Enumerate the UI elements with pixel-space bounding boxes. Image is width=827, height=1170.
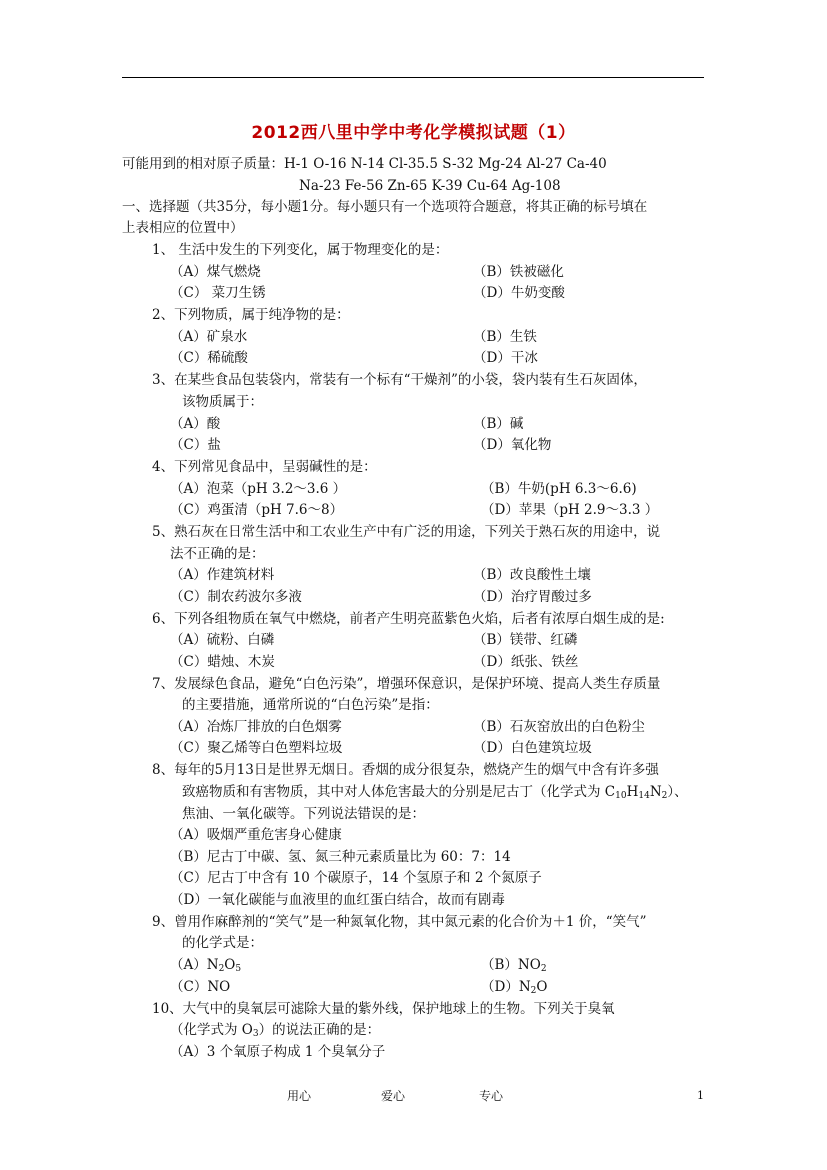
q8-stem-line-2: 致癌物质和有害物质，其中对人体危害最大的分别是尼古丁（化学式为 $C_{10}H_{14}N_2$）、 — [182, 784, 688, 801]
q7-option-c: （C）聚乙烯等白色塑料垃圾 — [170, 740, 343, 756]
q7-stem-line-1: 7、发展绿色食品，避免“白色污染”，增强环保意识，是保护环境、提高人类生存质量 — [152, 676, 661, 692]
q8-option-b: （B）尼古丁中碳、氢、氮三种元素质量比为 60：7：14 — [170, 849, 511, 865]
q5-option-b: （B）改良酸性土壤 — [473, 567, 591, 583]
q1-option-c: （C） 菜刀生锈 — [170, 285, 266, 301]
q3-stem-line-2: 该物质属于： — [182, 394, 263, 410]
q9-option-d: $(D)N_2O$ — [481, 979, 548, 996]
q3-stem-line-1: 3、在某些食品包装袋内，常装有一个标有“干燥剂”的小袋，袋内装有生石灰固体， — [152, 372, 647, 388]
atomic-masses-line-2: Na-23 Fe-56 Zn-65 K-39 Cu-64 Ag-108 — [299, 178, 561, 194]
q10-stem-line-2: （化学式为 $O_3$）的说法正确的是： — [170, 1022, 381, 1039]
q4-option-d: （D）苹果（pH 2.9～3.3 ） — [481, 502, 659, 518]
q2-option-b: （B）生铁 — [473, 329, 537, 345]
footer-motto-1: 用心 — [287, 1089, 312, 1103]
q9-option-c: （C）NO — [170, 979, 231, 995]
q6-option-a: （A）硫粉、白磷 — [170, 632, 275, 648]
header-rule — [122, 77, 704, 78]
q4-option-a: （A）泡菜（pH 3.2～3.6 ） — [170, 481, 347, 497]
q9-option-a: $(A)N_2O_5$ — [170, 957, 242, 974]
q8-option-a: （A）吸烟严重危害身心健康 — [170, 827, 342, 843]
q7-option-b: （B）石灰窑放出的白色粉尘 — [473, 719, 645, 735]
q5-option-c: （C）制农药波尔多液 — [170, 589, 302, 605]
q6-stem: 6、下列各组物质在氧气中燃烧，前者产生明亮蓝紫色火焰，后者有浓厚白烟生成的是: — [152, 611, 665, 627]
q7-option-a: （A）冶炼厂排放的白色烟雾 — [170, 719, 342, 735]
q6-option-c: （C）蜡烛、木炭 — [170, 654, 275, 670]
footer-motto-2: 爱心 — [381, 1089, 406, 1103]
q3-option-c: （C）盐 — [170, 437, 221, 453]
q8-stem-line-1: 8、每年的5月13日是世界无烟日。香烟的成分很复杂，燃烧产生的烟气中含有许多强 — [152, 762, 659, 778]
q4-option-b: （B）牛奶(pH 6.3～6.6) — [481, 481, 637, 497]
q8-option-d: （D）一氧化碳能与血液里的血红蛋白结合，故而有剧毒 — [170, 892, 505, 908]
q8-stem-line-3: 焦油、一氧化碳等。下列说法错误的是： — [182, 806, 425, 822]
q2-option-c: （C）稀硫酸 — [170, 350, 248, 366]
q5-stem-line-1: 5、熟石灰在日常生活中和工农业生产中有广泛的用途，下列关于熟石灰的用途中，说 — [152, 524, 661, 540]
q2-option-a: （A）矿泉水 — [170, 329, 248, 345]
q3-option-d: （D）氧化物 — [473, 437, 552, 453]
section-heading-line-1: 一、选择题（共35分，每小题1分。每小题只有一个选项符合题意，将其正确的标号填在 — [122, 199, 648, 215]
q5-option-d: （D）治疗胃酸过多 — [473, 589, 592, 605]
q3-option-b: （B）碱 — [473, 416, 524, 432]
q4-option-c: （C）鸡蛋清（pH 7.6～8） — [170, 502, 344, 518]
q9-stem-line-1: 9、曾用作麻醉剂的“笑气”是一种氮氧化物，其中氮元素的化合价为＋1 价，“笑气” — [152, 914, 647, 930]
atomic-masses-line-1: 可能用到的相对原子质量：H-1 O-16 N-14 Cl-35.5 S-32 Mg-24 Al-27 Ca-40 — [122, 156, 607, 172]
q9-option-b: $(B)NO_2$ — [481, 957, 547, 974]
q2-stem: 2、下列物质，属于纯净物的是： — [152, 307, 350, 323]
footer-motto-3: 专心 — [479, 1089, 504, 1103]
page-number: 1 — [697, 1089, 704, 1102]
q6-option-b: （B）镁带、红磷 — [473, 632, 578, 648]
page-title: 2012西八里中学中考化学模拟试题（1） — [251, 123, 576, 143]
q4-stem: 4、下列常见食品中，呈弱碱性的是： — [152, 459, 377, 475]
q6-option-d: （D）纸张、铁丝 — [473, 654, 579, 670]
q1-option-b: （B）铁被磁化 — [473, 264, 564, 280]
q1-option-d: （D）牛奶变酸 — [473, 285, 565, 301]
q1-option-a: （A）煤气燃烧 — [170, 264, 261, 280]
q9-stem-line-2: 的化学式是： — [182, 935, 263, 951]
q10-stem-line-1: 10、大气中的臭氧层可滤除大量的紫外线，保护地球上的生物。下列关于臭氧 — [152, 1001, 615, 1017]
q5-stem-line-2: 法不正确的是： — [170, 546, 265, 562]
q5-option-a: （A）作建筑材料 — [170, 567, 275, 583]
q7-stem-line-2: 的主要措施，通常所说的“白色污染”是指： — [182, 697, 439, 713]
q7-option-d: （D）白色建筑垃圾 — [473, 740, 592, 756]
q8-option-c: （C）尼古丁中含有 10 个碳原子，14 个氢原子和 2 个氮原子 — [170, 870, 542, 886]
q10-option-a: （A）3 个氧原子构成 1 个臭氧分子 — [170, 1044, 386, 1060]
section-heading-line-2: 上表相应的位置中） — [122, 220, 244, 236]
q3-option-a: （A）酸 — [170, 416, 221, 432]
q1-stem: 1、 生活中发生的下列变化，属于物理变化的是： — [152, 242, 449, 258]
q2-option-d: （D）干冰 — [473, 350, 538, 366]
